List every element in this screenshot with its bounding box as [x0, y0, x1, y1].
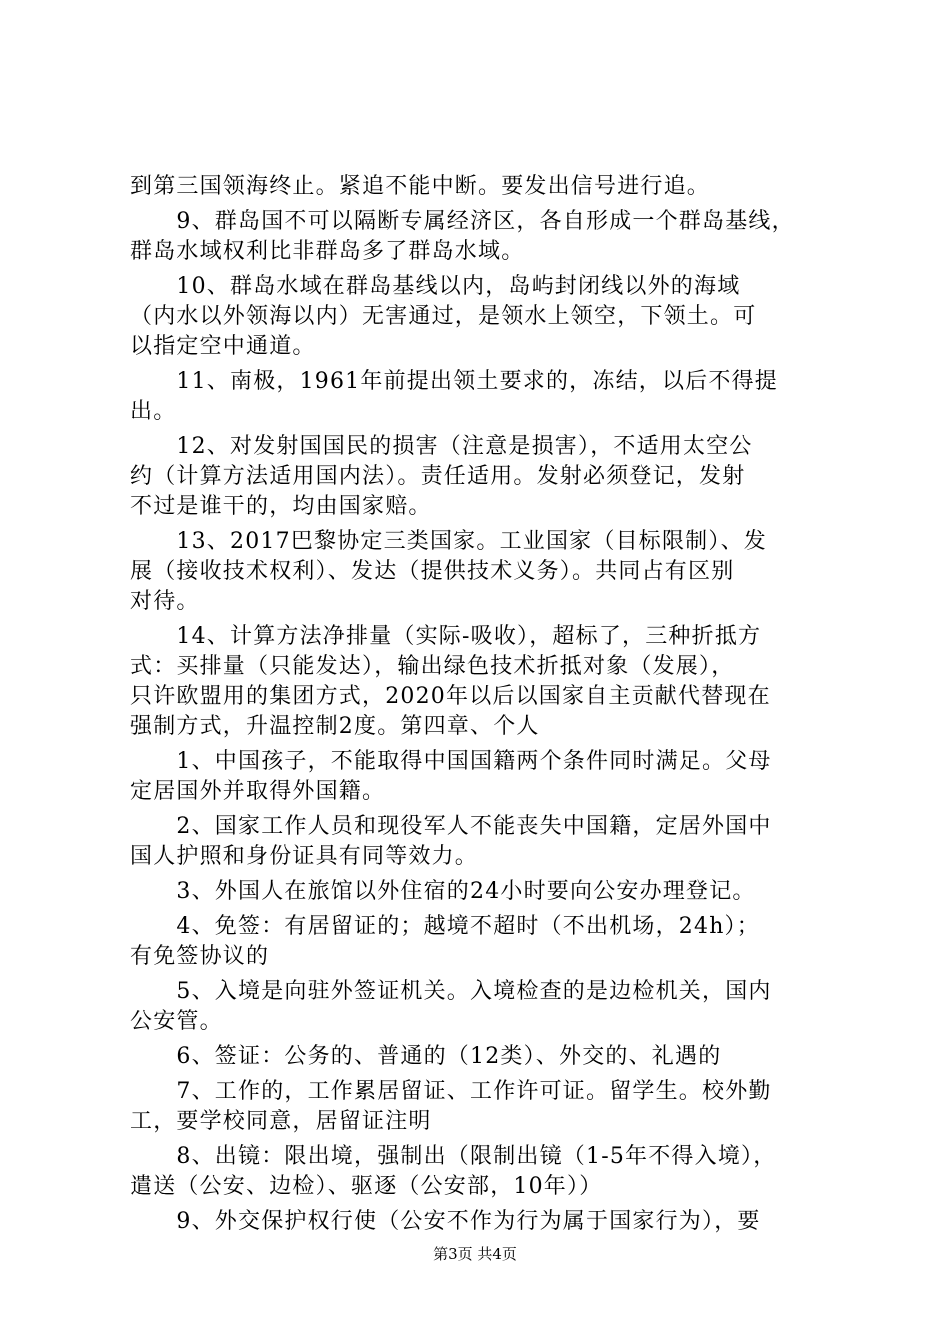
text-line: 展（接收技术权利）、发达（提供技术义务）。共同占有区别	[130, 559, 735, 584]
page-number-footer: 第3页 共4页	[433, 1245, 517, 1263]
text-line: 强制方式，升温控制2度。第四章、个人	[130, 714, 540, 739]
text-line: 8、出镜：限出境，强制出（限制出镜（1-5年不得入境），	[130, 1144, 777, 1169]
text-line: 6、签证：公务的、普通的（12类）、外交的、礼遇的	[130, 1044, 722, 1069]
text-line: 公安管。	[130, 1009, 223, 1034]
text-line: 13、2017巴黎协定三类国家。工业国家（目标限制）、发	[130, 529, 767, 554]
text-line: 遣送（公安、边检）、驱逐（公安部，10年））	[130, 1174, 603, 1199]
text-line: 式：买排量（只能发达），输出绿色技术折抵对象（发展），	[130, 654, 735, 679]
text-line: 有免签协议的	[130, 944, 270, 969]
text-line: 9、外交保护权行使（公安不作为行为属于国家行为），要	[130, 1209, 761, 1234]
text-line: 到第三国领海终止。紧追不能中断。要发出信号进行追。	[130, 174, 711, 199]
text-line: 国人护照和身份证具有同等效力。	[130, 844, 479, 869]
text-line: 以指定空中通道。	[130, 334, 316, 359]
text-line: 工，要学校同意，居留证注明	[130, 1109, 432, 1134]
text-line: 约（计算方法适用国内法）。责任适用。发射必须登记，发射	[130, 464, 746, 489]
text-line: （内水以外领海以内）无害通过，是领水上领空，下领土。可	[130, 304, 757, 329]
text-line: 14、计算方法净排量（实际-吸收），超标了，三种折抵方	[130, 624, 762, 649]
body-text	[130, 172, 830, 1237]
text-line: 定居国外并取得外国籍。	[130, 779, 386, 804]
text-line: 5、入境是向驻外签证机关。入境检查的是边检机关，国内	[130, 979, 772, 1004]
text-line: 3、外国人在旅馆以外住宿的24小时要向公安办理登记。	[130, 879, 756, 904]
text-line: 不过是谁干的，均由国家赔。	[130, 494, 432, 519]
text-line: 对待。	[130, 589, 200, 614]
text-line: 10、群岛水域在群岛基线以内，岛屿封闭线以外的海域	[130, 274, 741, 299]
text-line: 7、工作的，工作累居留证、工作许可证。留学生。校外勤	[130, 1079, 772, 1104]
text-line: 出。	[130, 399, 177, 424]
text-line: 群岛水域权利比非群岛多了群岛水域。	[130, 239, 525, 264]
text-line: 1、中国孩子，不能取得中国国籍两个条件同时满足。父母	[130, 749, 772, 774]
text-line: 只许欧盟用的集团方式，2020年以后以国家自主贡献代替现在	[130, 684, 771, 709]
text-line: 9、群岛国不可以隔断专属经济区，各自形成一个群岛基线，	[130, 209, 795, 234]
text-line: 12、对发射国国民的损害（注意是损害），不适用太空公	[130, 434, 753, 459]
text-line: 11、南极，1961年前提出领土要求的，冻结，以后不得提	[130, 369, 778, 394]
text-line: 2、国家工作人员和现役军人不能丧失中国籍，定居外国中	[130, 814, 772, 839]
text-line: 4、免签：有居留证的；越境不超时（不出机场，24h）；	[130, 914, 760, 939]
